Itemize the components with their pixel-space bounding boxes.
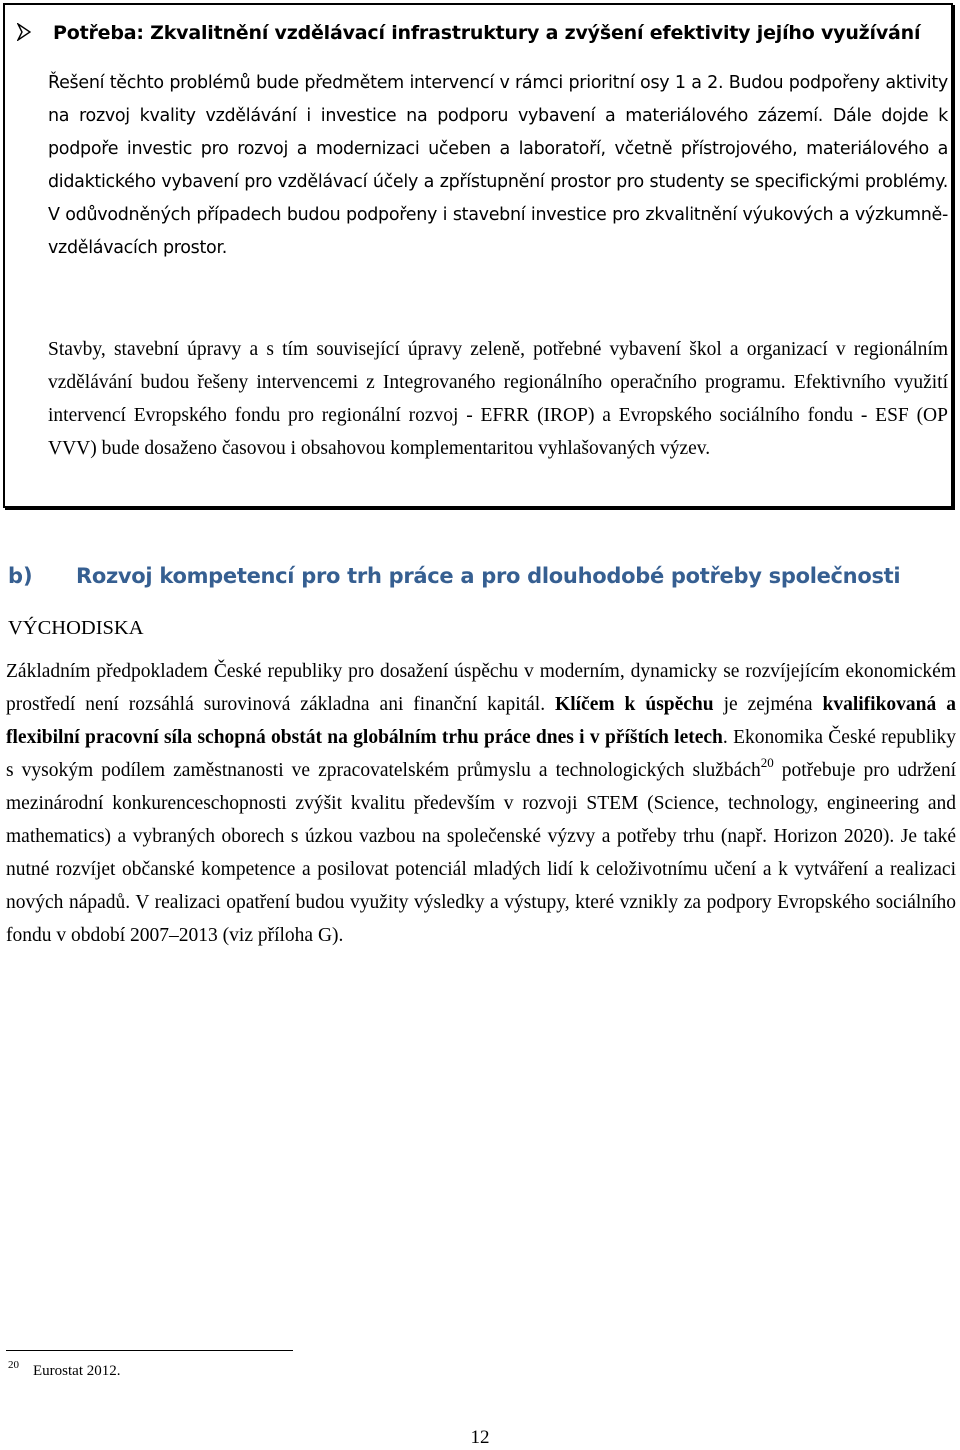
paragraph-bold-2: kvalifikovaná a flexibilní pracovní síla schopná obstát na globálním trhu práce dnes i v příštích letech xyxy=(6,694,956,748)
arrow-bullet-icon xyxy=(17,23,31,41)
paragraph-bold-1: Klíčem k úspěchu xyxy=(555,694,714,715)
section-letter: b) xyxy=(8,564,33,588)
paragraph-text-3: . Ekonomika České republiky s vysokým podílem zaměstnanosti ve zpracovatelském průmyslu a technologických službách xyxy=(6,727,956,781)
page-number: 12 xyxy=(470,1427,490,1448)
needs-constructions-paragraph: Stavby, stavební úpravy a s tím související úpravy zeleně, potřebné vybavení škol a organizací v regionálním vzdělávání budou řešeny intervencemi z Integrovaného regionálního operačního programu. Efektivního využití intervencí Evropského fondu pro regionální rozvoj - EFRR (IROP) a Evropského sociálního fondu - ESF (OP VVV) bude dosaženo časovou i obsahovou komplementaritou vyhlašovaných výzev. xyxy=(48,339,948,459)
section-title: Rozvoj kompetencí pro trh práce a pro dlouhodobé potřeby společnosti xyxy=(76,564,901,588)
footnote-reference[interactable]: 20 xyxy=(760,755,774,770)
paragraph-text-2: je zejména xyxy=(713,694,823,715)
footnote-text: Eurostat 2012. xyxy=(33,1363,121,1379)
section-heading xyxy=(8,558,948,594)
paragraph-text-1: Základním předpokladem České republiky pro dosažení úspěchu v moderním, dynamicky se rozvíjejícím ekonomickém prostředí není rozsáhlá surovinová základna ani finanční kapitál. xyxy=(6,661,956,715)
bullet-row xyxy=(17,19,937,49)
section-paragraph xyxy=(6,655,956,952)
needs-solution-paragraph: Řešení těchto problémů bude předmětem intervencí v rámci prioritní osy 1 a 2. Budou podpořeny aktivity na rozvoj kvality vzdělávání i investice na podporu vybavení a materiálového zázemí. Dále dojde k podpoře investic pro rozvoj a modernizaci učeben a laboratoří, včetně přístrojového, materiálového a didaktického vybavení pro vzdělávací účely a zpřístupnění prostor pro studenty se specifickými problémy. V odůvodněných případech budou podpořeny i stavební investice pro zkvalitnění výukových a výzkumně-vzdělávacích prostor. xyxy=(48,73,948,258)
footnote-separator xyxy=(6,1350,293,1351)
footnote-number: 20 xyxy=(8,1359,19,1371)
need-title: Potřeba: Zkvalitnění vzdělávací infrastruktury a zvýšení efektivity jejího využívání xyxy=(53,22,921,44)
paragraph-text-4: potřebuje pro udržení mezinárodní konkurenceschopnosti zvýšit kvalitu především v rozvoji STEM (Science, technology, engineering and mathematics) a vybraných oborech s úzkou vazbou na společenské výzvy a potřeby trhu (např. Horizon 2020). Je také nutné rozvíjet občanské kompetence a posilovat potenciál mladých lidí k celoživotnímu učení a k vytváření a realizaci nových nápadů. V realizaci opatření budou využity výsledky a výstupy, které vznikly za podpory Evropského sociálního fondu v období 2007–2013 (viz příloha G). xyxy=(6,760,956,946)
subheading: VÝCHODISKA xyxy=(8,617,144,639)
